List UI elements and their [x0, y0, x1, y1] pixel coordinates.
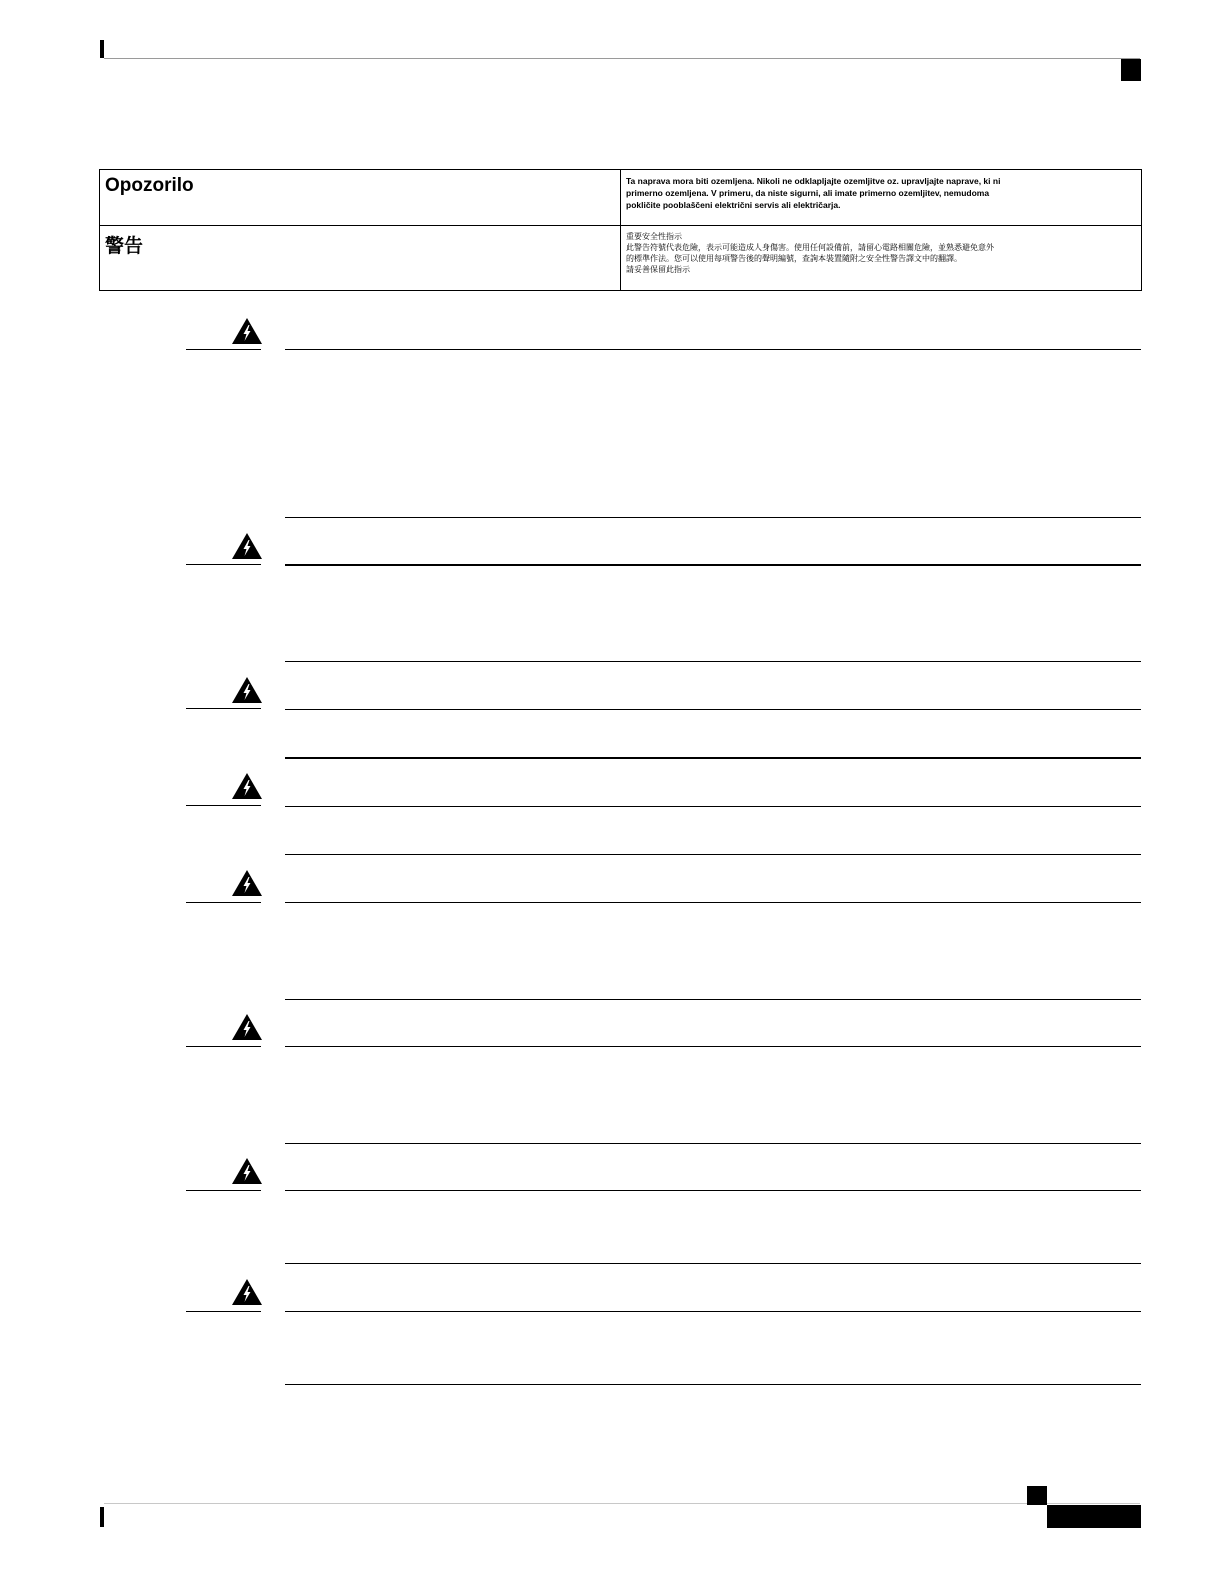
language-label: Opozorilo	[105, 175, 194, 196]
footer-marker	[100, 1507, 104, 1527]
warning-top-rule	[285, 349, 1141, 350]
header-marker	[100, 40, 104, 58]
warning-electric-icon	[232, 533, 262, 559]
warning-top-rule	[285, 806, 1141, 807]
warning-top-rule	[285, 1190, 1141, 1191]
table-row-chinese	[100, 226, 1141, 290]
language-label: 警告	[105, 236, 144, 257]
footer-chapter-tab	[1027, 1486, 1047, 1505]
header-chapter-tab	[1121, 59, 1141, 81]
warning-electric-icon	[232, 870, 262, 896]
warning-electric-icon	[232, 773, 262, 799]
warning-top-rule	[285, 709, 1141, 710]
icon-underline	[186, 1311, 261, 1312]
icon-underline	[186, 902, 261, 903]
warning-electric-icon	[232, 1279, 262, 1305]
icon-underline	[186, 805, 261, 806]
warning-text: Ta naprava mora biti ozemljena. Nikoli ne odklapljajte ozemljitve oz. upravljajte naprave, ki ni primerno ozemljena. V primeru, da niste sigurni, ali imate primerno ozemljitev, nemudoma pokličite pooblaščeni električni servis ali električarja.	[626, 176, 1001, 210]
warning-electric-icon	[232, 1158, 262, 1184]
warning-top-rule	[285, 564, 1141, 566]
table-row-slovenian	[100, 170, 1141, 226]
warning-bottom-rule	[285, 1263, 1141, 1264]
icon-underline	[186, 708, 261, 709]
warning-electric-icon	[232, 318, 262, 344]
warning-translation-table	[99, 169, 1142, 291]
warning-top-rule	[285, 1311, 1141, 1312]
warning-top-rule	[285, 1046, 1141, 1047]
warning-bottom-rule	[285, 517, 1141, 518]
warning-bottom-rule	[285, 1143, 1141, 1144]
warning-bottom-rule	[285, 854, 1141, 855]
header-rule	[104, 58, 1140, 59]
warning-bottom-rule	[285, 661, 1141, 662]
icon-underline	[186, 564, 261, 565]
icon-underline	[186, 1190, 261, 1191]
icon-underline	[186, 349, 261, 350]
warning-bottom-rule	[285, 999, 1141, 1000]
warning-bottom-rule	[285, 757, 1141, 759]
warning-text: 重要安全性指示 此警告符號代表危險，表示可能造成人身傷害。使用任何設備前，請留心電路相關危險，並熟悉避免意外 的標準作法。您可以使用每項警告後的聲明編號，查詢本裝置隨附之安全性警告譯文中的翻譯。 請妥善保留此指示	[626, 232, 994, 274]
warning-bottom-rule	[285, 1384, 1141, 1385]
warning-top-rule	[285, 902, 1141, 903]
warning-electric-icon	[232, 1014, 262, 1040]
footer-page-number-bar	[1047, 1505, 1141, 1528]
warning-electric-icon	[232, 677, 262, 703]
footer-rule	[104, 1503, 1140, 1504]
icon-underline	[186, 1046, 261, 1047]
